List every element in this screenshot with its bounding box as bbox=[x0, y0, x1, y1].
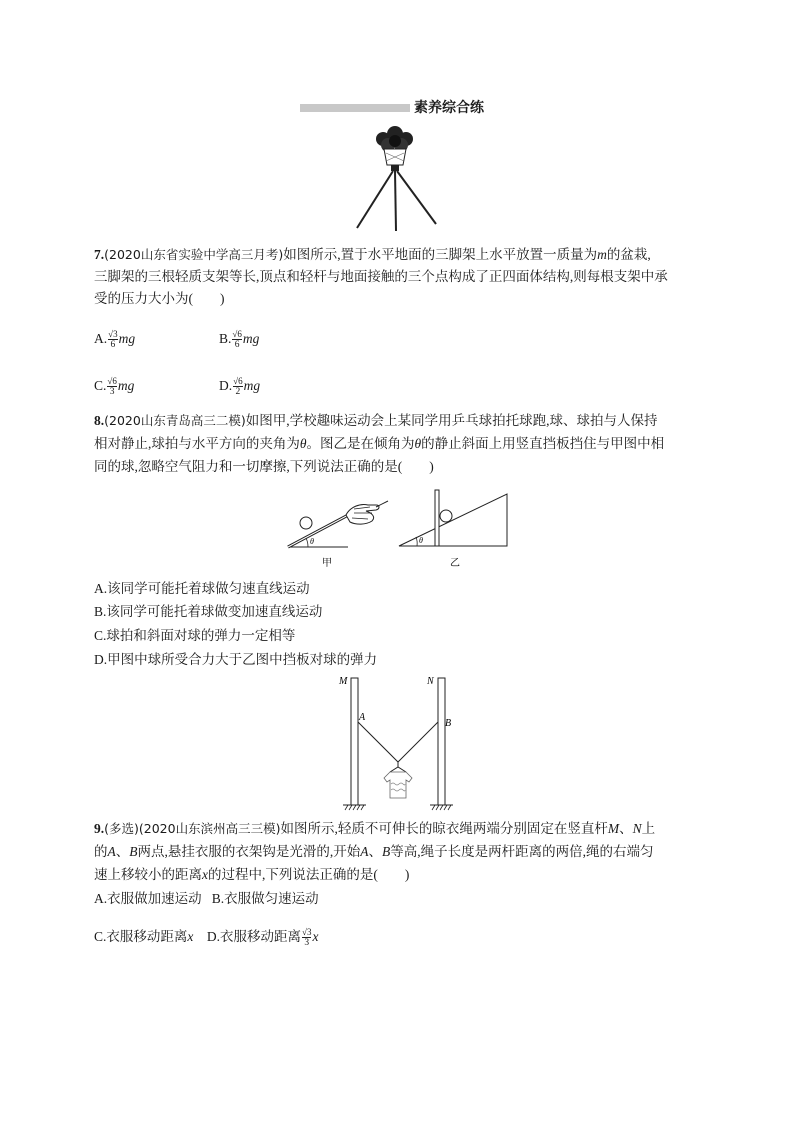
rope-right bbox=[398, 722, 438, 762]
hanger bbox=[390, 762, 406, 772]
tripod-figure bbox=[340, 125, 450, 233]
q8-line2: 相对静止,球拍与水平方向的夹角为θ。图乙是在倾角为θ的静止斜面上用竖直挡板挡住与甲图中相 bbox=[94, 436, 665, 451]
q7-line3: 受的压力大小为( ) bbox=[94, 291, 225, 306]
svg-text:M: M bbox=[339, 676, 348, 687]
section-bar bbox=[300, 104, 410, 112]
q9-line3: 速上移较小的距离x的过程中,下列说法正确的是( ) bbox=[94, 867, 410, 882]
q9-options-cd bbox=[94, 926, 318, 948]
q8-option-c[interactable]: C.球拍和斜面对球的弹力一定相等 bbox=[94, 628, 296, 643]
pole-m bbox=[351, 678, 358, 805]
rope-left bbox=[358, 722, 398, 762]
q7-line2: 三脚架的三根轻质支架等长,顶点和轻杆与地面接触的三个点构成了正四面体结构,则每根支架中承 bbox=[94, 269, 668, 284]
ball bbox=[440, 510, 452, 522]
q8-line3: 同的球,忽略空气阻力和一切摩擦,下列说法正确的是( ) bbox=[94, 459, 434, 474]
q9-line1: 9.(多选)(2020山东滨州高三三模)如图所示,轻质不可伸长的晾衣绳两端分别固定在竖直杆M、N上 bbox=[94, 821, 656, 836]
tripod-leg-mid bbox=[395, 171, 396, 231]
q7-option-d[interactable]: D. $\frac{√6}{2}$ mg bbox=[219, 376, 261, 398]
svg-text:N: N bbox=[427, 676, 434, 687]
plant-icon bbox=[376, 126, 413, 152]
q8-line1: 8.(2020山东青岛高三二模)如图甲,学校趣味运动会上某同学用乒乓球拍托球跑,球、球拍与人保持 bbox=[94, 413, 658, 428]
svg-text:A: A bbox=[359, 712, 366, 723]
svg-text:B: B bbox=[445, 718, 452, 729]
q7-number: 7. bbox=[94, 247, 105, 262]
svg-text:乙: 乙 bbox=[450, 558, 460, 569]
q8-option-b[interactable]: B.该同学可能托着球做变加速直线运动 bbox=[94, 604, 323, 619]
q9-option-c[interactable]: C.衣服移动距离x bbox=[94, 929, 194, 944]
svg-text:θ: θ bbox=[310, 537, 314, 546]
svg-text:θ: θ bbox=[419, 536, 423, 545]
q8-option-a[interactable]: A.该同学可能托着球做匀速直线运动 bbox=[94, 581, 310, 596]
q7-option-b[interactable]: B. $\frac{√6}{6}$ mg bbox=[219, 329, 260, 351]
tripod-leg-right bbox=[397, 171, 436, 224]
q9-number: 9. bbox=[94, 821, 105, 836]
q9-line2: 的A、B两点,悬挂衣服的衣架钩是光滑的,开始A、B等高,绳子长度是两杆距离的两倍,绳的右端匀 bbox=[94, 844, 654, 859]
board bbox=[435, 490, 439, 546]
q7-option-a[interactable]: A. $\frac{√3}{6}$ mg bbox=[94, 329, 136, 351]
hand-icon bbox=[346, 504, 379, 524]
q9-option-b[interactable]: B.衣服做匀速运动 bbox=[211, 891, 319, 906]
tripod-leg-left bbox=[357, 171, 393, 228]
figure-q9 bbox=[335, 670, 465, 815]
q7-line1: 7.(2020山东省实验中学高三月考)如图所示,置于水平地面的三脚架上水平放置一质量为m的盆栽, bbox=[94, 247, 651, 262]
q9-source: (多选)(2020山东滨州高三三模) bbox=[104, 821, 281, 836]
svg-text:甲: 甲 bbox=[322, 558, 332, 569]
section-title: 素养综合练 bbox=[414, 100, 484, 116]
q9-option-a[interactable]: A.衣服做加速运动 bbox=[94, 891, 202, 906]
q9-options-ab bbox=[94, 888, 319, 910]
q7-option-c[interactable]: C. $\frac{√6}{3}$ mg bbox=[94, 376, 135, 398]
q7-source: (2020山东省实验中学高三月考) bbox=[104, 247, 284, 262]
ball bbox=[300, 517, 312, 529]
figure-yi bbox=[395, 490, 515, 575]
q8-number: 8. bbox=[94, 413, 105, 428]
pole-n bbox=[438, 678, 445, 805]
tripod-head bbox=[391, 165, 399, 171]
q8-source: (2020山东青岛高三二模) bbox=[104, 413, 246, 428]
figure-jia bbox=[280, 495, 390, 575]
q8-option-d[interactable]: D.甲图中球所受合力大于乙图中挡板对球的弹力 bbox=[94, 652, 378, 667]
q9-option-d[interactable]: D.衣服移动距离 $\frac{√3}{3}$ x bbox=[206, 927, 319, 949]
